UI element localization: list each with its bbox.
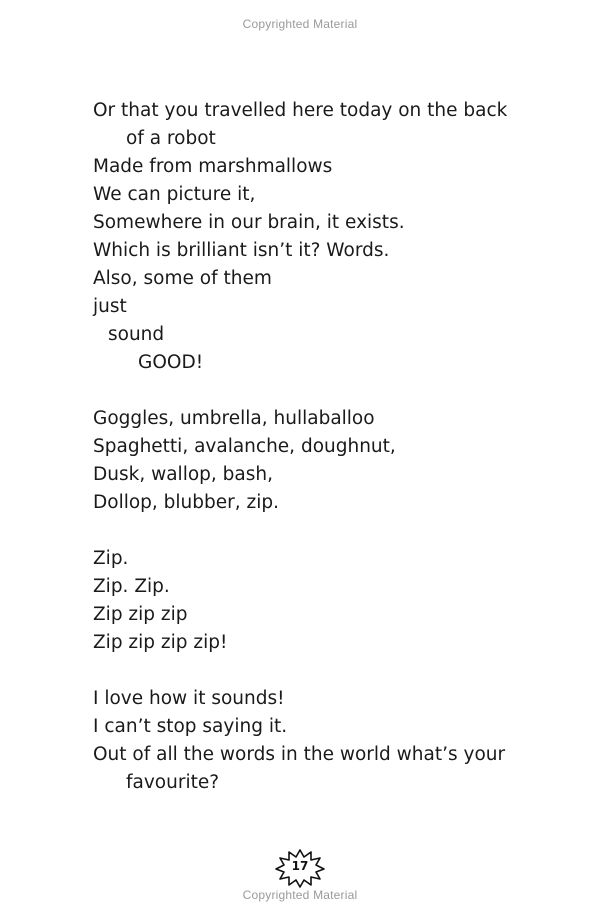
stanza-break [93, 517, 573, 545]
copyright-header: Copyrighted Material [242, 17, 358, 31]
poem-line: Out of all the words in the world what’s your [93, 744, 506, 765]
poem-line: Zip. [93, 548, 129, 569]
stanza-break [93, 657, 573, 685]
poem-line: Goggles, umbrella, hullaballoo [93, 408, 375, 429]
page-number: 17 [291, 859, 309, 873]
poem-line: I love how it sounds! [93, 688, 285, 709]
poem-line: Made from marshmallows [93, 156, 333, 177]
page-number-badge [273, 847, 327, 889]
poem-line: favourite? [126, 772, 220, 793]
poem-line: Also, some of them [93, 268, 272, 289]
poem-line: of a robot [126, 128, 216, 149]
poem-line: We can picture it, [93, 184, 256, 205]
copyright-footer: Copyrighted Material [242, 888, 358, 902]
poem-line: Somewhere in our brain, it exists. [93, 212, 405, 233]
poem-line: Zip. Zip. [93, 576, 170, 597]
poem-line: Zip zip zip zip! [93, 632, 228, 653]
poem-line: Or that you travelled here today on the back [93, 100, 508, 121]
stanza-break [93, 377, 573, 405]
poem-line: Dusk, wallop, bash, [93, 464, 273, 485]
poem-line: sound [108, 324, 165, 345]
poem-line: I can’t stop saying it. [93, 716, 288, 737]
poem-line: Dollop, blubber, zip. [93, 492, 279, 513]
poem-line: Zip zip zip [93, 604, 188, 625]
poem-line: Spaghetti, avalanche, doughnut, [93, 436, 396, 457]
poem-body [93, 97, 573, 797]
poem-line: GOOD! [138, 352, 204, 373]
poem-line: just [93, 296, 127, 317]
poem-line: Which is brilliant isn’t it? Words. [93, 240, 390, 261]
